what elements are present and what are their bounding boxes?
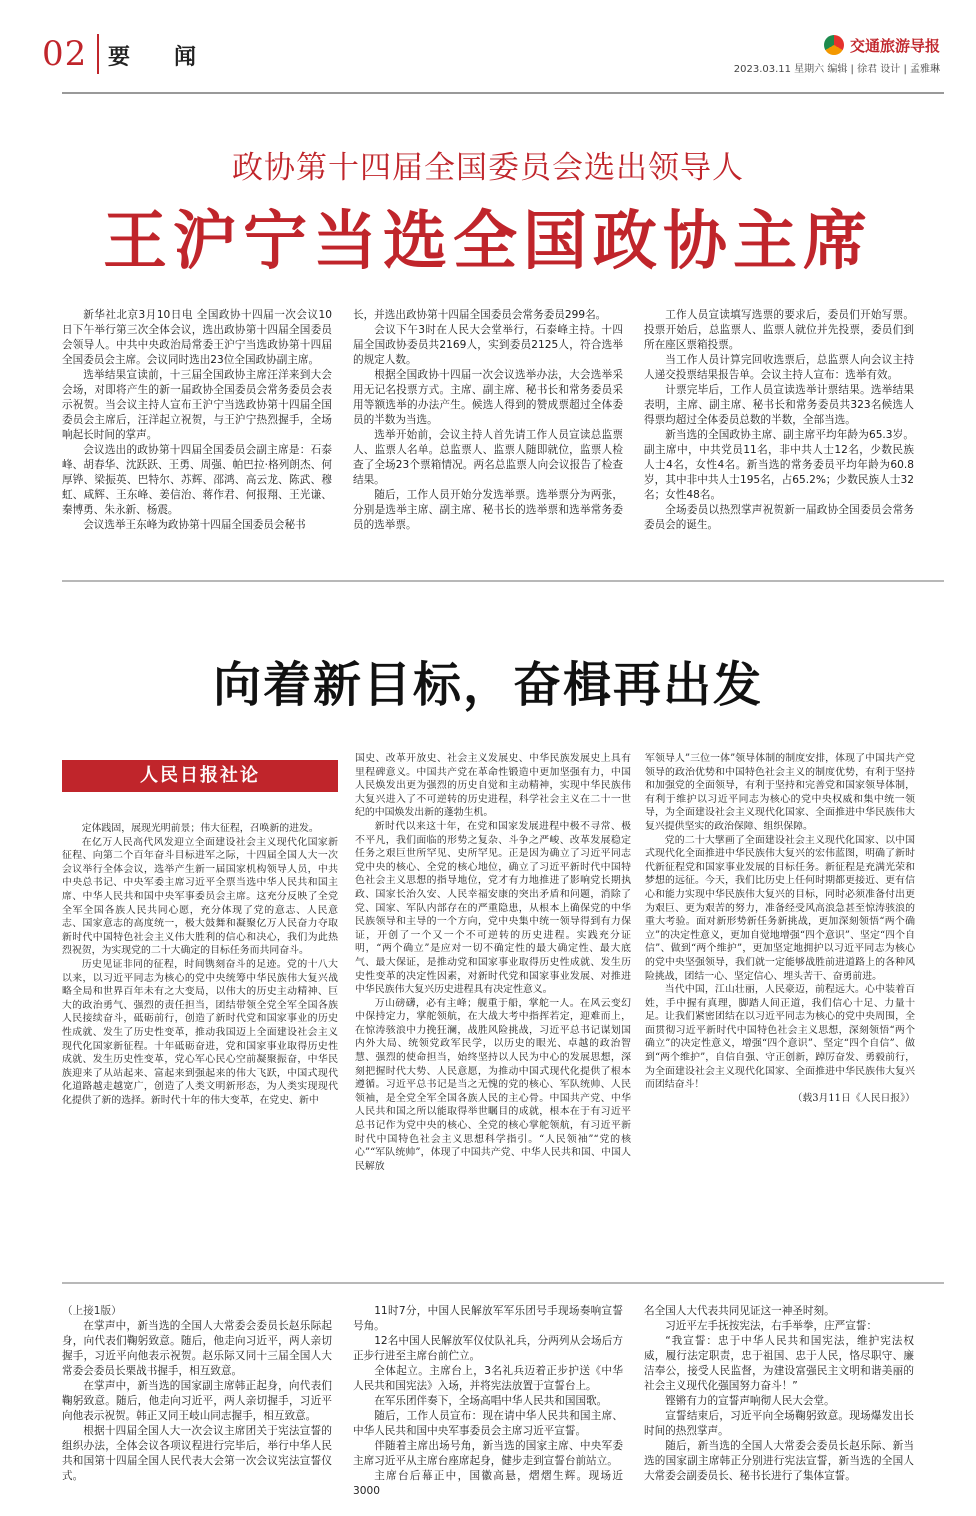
article1-column [353, 308, 623, 533]
article1-paragraph: 新华社北京3月10日电 全国政协十四届一次会议10日下午举行第三次全体会议，选出政协第十四届全国委员会领导人。中共中央政治局常委王沪宁当选政协第十四届全国委员会主席。会议同时选出23位全国政协副主席。 [62, 309, 332, 366]
editorial-paragraph: 万山磅礴，必有主峰；舰重于船，掌舵一人。在风云变幻中保持定力，掌舵领航，在大战大考中指挥若定，迎难而上，在惊涛骇浪中力挽狂澜，战胜风险挑战，习近平总书记谋划国内外大局、统领党政军民学，以历史的眼光、卓越的政治智慧、强烈的使命担当，始终坚持以人民为中心的发展思想，深刻把握时代大势、人民意愿，为推动中国式现代化提供了根本遵循。习近平总书记是当之无愧的党的核心、军队统帅、人民领袖，是全党全军全国各族人民的主心骨。中国共产党、中华人民共和国之所以能取得举世瞩目的成就，根本在于有习近平总书记作为党中央的核心、全党的核心掌舵领航，有习近平新时代中国特色社会主义思想科学指引。“人民领袖”“党的核心”“军队统帅”，体现了中国共产党、中华人民共和国、中国人民解放 [355, 997, 631, 1172]
page-number: 02 [42, 34, 88, 74]
article3-paragraph: 根据十四届全国人大一次会议主席团关于宪法宣誓的组织办法，全体会议各项议程进行完毕后，举行中华人民共和国第十四届全国人民代表大会第一次会议宪法宣誓仪式。 [62, 1425, 332, 1482]
brand-logo [824, 34, 940, 56]
article3-paragraph: 随后，工作人员宣布：现在请中华人民共和国主席、中华人民共和国中央军事委员会主席习近平宣誓。 [353, 1410, 623, 1437]
article1-column [62, 308, 332, 533]
brand-name: 交通旅游导报 [849, 36, 940, 55]
article1-paragraph: 工作人员宣读填写选票的要求后，委员们开始写票。投票开始后，总监票人、监票人就位并先投票，委员们到所在座区票箱投票。 [644, 309, 914, 351]
section-divider [62, 580, 944, 582]
editorial-paragraph: 当代中国，江山壮丽，人民豪迈，前程远大。心中装着百姓，手中握有真理，脚踏人间正道，我们信心十足、力量十足。让我们紧密团结在以习近平同志为核心的党中央周围，全面贯彻习近平新时代中国特色社会主义思想，深刻领悟“两个确立”的决定性意义，增强“四个意识”、坚定“四个自信”、做到“两个维护”，自信自强、守正创新，踔厉奋发、勇毅前行，为全面建设社会主义现代化国家、全面推进中华民族伟大复兴而团结奋斗！ [645, 984, 915, 1091]
article1-paragraph: 当工作人员计算完回收选票后，总监票人向会议主持人递交投票结果报告单。会议主持人宣布：选举有效。 [644, 354, 914, 381]
header-divider [97, 34, 99, 74]
article3-column [62, 1304, 332, 1499]
editorial-paragraph: 在亿万人民高代风发迎立全面建设社会主义现代化国家新征程、向第二个百年奋斗目标进军之际，十四届全国人大一次会议举行全体会议，选举产生新一届国家机构领导人员，中共中央总书记、中央军委主席习近平全票当选中华人民共和国主席、中华人民共和国中央军事委员会主席。这充分反映了全党全军全国各族人民共同心愿，充分体现了党的意志、人民意志、国家意志的高度统一，极大鼓舞和凝聚亿万人民奋力夺取新时代中国特色社会主义伟大胜利的信心和决心，我们为此热烈祝贺，为实现党的二十大确定的目标任务而共同奋斗。 [62, 836, 338, 957]
article3-paragraph: 11时7分，中国人民解放军军乐团号手现场奏响宣誓号角。 [353, 1305, 623, 1332]
article1-paragraph: 全场委员以热烈掌声祝贺新一届政协全国委员会常务委员会的诞生。 [644, 504, 914, 531]
article1-headline: 王沪宁当选全国政协主席 [103, 205, 873, 279]
article3-paragraph: 铿锵有力的宣誓声响彻人民大会堂。 [665, 1395, 835, 1407]
issue-info: 2023.03.11 星期六 编辑 | 徐君 设计 | 孟雅琳 [733, 64, 940, 75]
article3-paragraph: 在掌声中，新当选的全国人大常委会委员长赵乐际起身，向代表们鞠躬致意。随后，他走向习近平，两人亲切握手，习近平向他表示祝贺。赵乐际又同十三届全国人大常委会委员长栗战书握手，相互致意。 [62, 1320, 332, 1377]
article3-column [353, 1304, 623, 1499]
article1-paragraph: 根据全国政协十四届一次会议选举办法，大会选举采用无记名投票方式。主席、副主席、秘书长和常务委员采用等额选举的办法产生。候选人得到的赞成票超过全体委员的半数为当选。 [353, 369, 623, 426]
article1-paragraph: 长，并选出政协第十四届全国委员会常务委员299名。 [353, 309, 607, 321]
editorial-byline: （载3月11日《人民日报》） [792, 1092, 915, 1104]
article1-paragraph: 选举结果宣读前，十三届全国政协主席汪洋来到大会会场，对即将产生的新一届政协全国委员会常务委员会表示祝贺。当会议主持人宣布王沪宁当选政协第十四届全国委员会主席后，汪洋起立祝贺，与王沪宁热烈握手，全场响起长时间的掌声。 [62, 369, 332, 441]
article1-kicker: 政协第十四届全国委员会选出领导人 [232, 150, 744, 186]
article3-paragraph: 全体起立。主席台上，3名礼兵迈着正步护送《中华人民共和国宪法》入场，并将宪法放置于宣誓台上。 [353, 1365, 623, 1392]
article1-paragraph: 选举开始前，会议主持人首先请工作人员宣读总监票人、监票人名单。总监票人、监票人随即就位，监票人检查了全场23个票箱情况。两名总监票人向会议报告了检查结果。 [353, 429, 623, 486]
article3-paragraph: “我宣誓：忠于中华人民共和国宪法，维护宪法权威，履行法定职责，忠于祖国、忠于人民，恪尽职守、廉洁奉公，接受人民监督，为建设富强民主文明和谐美丽的社会主义现代化强国努力奋斗！” [644, 1335, 914, 1392]
page-header [0, 0, 976, 96]
article1-paragraph: 新当选的全国政协主席、副主席平均年龄为65.3岁。副主席中，中共党员11名，非中共人士12名，少数民族人士4名，女性4名。新当选的常务委员平均年龄为60.8岁，其中非中共人士195名，占65.2%；少数民族人士32名；女性48名。 [644, 429, 914, 501]
editorial-paragraph: 党的二十大擘画了全面建设社会主义现代化国家、以中国式现代化全面推进中华民族伟大复兴的宏伟蓝图，明确了新时代新征程党和国家事业发展的目标任务。新征程是充满光荣和梦想的远征。今天，我们比历史上任何时期都更接近、更有信心和能力实现中华民族伟大复兴的目标，同时必须准备付出更为艰巨、更为艰苦的努力，准备经受风高浪急甚至惊涛骇浪的重大考验。面对新形势新任务新挑战，更加深刻领悟“两个确立”的决定性意义，更加自觉地增强“四个意识”、坚定“四个自信”、做到“两个维护”，更加坚定地拥护以习近平同志为核心的党中央坚强领导，我们就一定能够战胜前进道路上的各种风险挑战，团结一心、坚定信心、埋头苦干、奋勇前进。 [645, 834, 915, 982]
section-divider [62, 1282, 944, 1284]
article1-paragraph: 随后，工作人员开始分发选举票。选举票分为两张，分别是选举主席、副主席、秘书长的选举票和选举常务委员的选举票。 [353, 489, 623, 531]
editorial-column [62, 822, 338, 1107]
article3-paragraph: 随后，新当选的全国人大常委会委员长赵乐际、新当选的国家副主席韩正分别进行宪法宣誓，新当选的全国人大常委会副委员长、秘书长进行了集体宣誓。 [644, 1440, 914, 1482]
editorial-column [645, 752, 915, 1105]
article3-paragraph: 伴随着主席出场号角，新当选的国家主席、中央军委主席习近平从主席台座席起身，健步走到宣誓台前站立。 [353, 1440, 623, 1467]
editorial-column [355, 752, 631, 1173]
article1-paragraph: 计票完毕后，工作人员宣读选举计票结果。选举结果表明，主席、副主席、秘书长和常务委员共323名候选人得票均超过全体委员总数的半数，全部当选。 [644, 384, 914, 426]
article3-paragraph: 主席台后幕正中，国徽高悬，熠熠生辉。现场近3000 [353, 1470, 623, 1497]
article3-body [62, 1304, 914, 1499]
article3-column [644, 1304, 914, 1499]
article1-column [644, 308, 914, 533]
article3-paragraph: 在掌声中，新当选的国家副主席韩正起身，向代表们鞠躬致意。随后，他走向习近平，两人亲切握手，习近平向他表示祝贺。韩正又同王岐山同志握手，相互致意。 [62, 1380, 332, 1422]
editorial-label: 人民日报社论 [62, 760, 338, 792]
article3-paragraph: 宣誓结束后，习近平向全场鞠躬致意。现场爆发出长时间的热烈掌声。 [644, 1410, 914, 1437]
article1-paragraph: 会议选举王东峰为政协第十四届全国委员会秘书 [83, 519, 306, 531]
editorial-paragraph: 历史见证非同的征程，时间镌刻奋斗的足迹。党的十八大以来，以习近平同志为核心的党中央统筹中华民族伟大复兴战略全局和世界百年未有之大变局，以伟大的历史主动精神、巨大的政治勇气、强烈的责任担当，团结带领全党全军全国各族人民接续奋斗，砥砺前行，创造了新时代党和国家事业的历史性成就、发生了历史性变革，推动我国迈上全面建设社会主义现代化国家新征程。十年砥砺奋进，党和国家事业取得历史性成就、发生历史性变革，党心军心民心空前凝聚振奋，中华民族迎来了从站起来、富起来到强起来的伟大飞跃，中国式现代化道路越走越宽广，创造了人类文明新形态，为人类实现现代化提供了新的选择。新时代十年的伟大变革，在党史、新中 [62, 958, 338, 1106]
continued-note: （上接1版） [62, 1305, 122, 1317]
editorial-paragraph: 国史、改革开放史、社会主义发展史、中华民族发展史上具有里程碑意义。中国共产党在革命性锻造中更加坚强有力，中国人民焕发出更为强烈的历史自觉和主动精神，实现中华民族伟大复兴进入了不可逆转的历史进程，科学社会主义在二十一世纪的中国焕发出新的蓬勃生机。 [355, 753, 631, 819]
header-rule [62, 92, 944, 94]
editorial-paragraph: 军领导人”三位一体”领导体制的制度安排，体现了中国共产党领导的政治优势和中国特色社会主义的制度优势，有利于坚持和加强党的全面领导，有利于坚持和完善党和国家领导体制，有利于维护以习近平同志为核心的党中央权威和集中统一领导，为全面建设社会主义现代化国家、全面推进中华民族伟大复兴提供坚实的政治保障、组织保障。 [645, 753, 915, 832]
article3-paragraph: 名全国人大代表共同见证这一神圣时刻。 [644, 1305, 835, 1317]
editorial-paragraph: 新时代以来这十年，在党和国家发展进程中极不寻常、极不平凡，我们面临的形势之复杂、斗争之严峻、改革发展稳定任务之艰巨世所罕见、史所罕见。正是因为确立了习近平同志党中央的核心、全党的核心地位，确立了习近平新时代中国特色社会主义思想的指导地位，党才有力地推进了影响党长期执政、国家长治久安、人民幸福安康的突出矛盾和问题，消除了党、国家、军队内部存在的严重隐患，从根本上确保党的中华民族领导和主导的一个方向，党中央集中统一领导得到有力保证，开创了一个又一个不可逆转的历史进程。实践充分证明，“两个确立”是应对一切不确定性的最大确定性、最大底气、最大保证，是推动党和国家事业取得历史性成就、发生历史性变革的决定性因素，对新时代党和国家事业发展、对推进中华民族伟大复兴历史进程具有决定性意义。 [355, 820, 631, 996]
article3-paragraph: 习近平左手抚按宪法，右手举拳，庄严宣誓： [665, 1320, 878, 1332]
article3-paragraph: 12名中国人民解放军仪仗队礼兵，分两列从会场后方正步行进至主席台前伫立。 [353, 1335, 623, 1362]
article3-paragraph: 在军乐团伴奏下，全场高唱中华人民共和国国歌。 [374, 1395, 608, 1407]
editorial-paragraph: 定体践固，展现光明前景；伟大征程，召唤新的进发。 [81, 823, 319, 834]
article1-paragraph: 会议下午3时在人民大会堂举行，石泰峰主持。十四届全国政协委员共2169人，实到委员2125人，符合选举的规定人数。 [353, 324, 623, 366]
article1-paragraph: 会议选出的政协第十四届全国委员会副主席是：石泰峰、胡春华、沈跃跃、王勇、周强、帕巴拉·格列朗杰、何厚铧、梁振英、巴特尔、苏辉、邵鸿、高云龙、陈武、穆虹、咸辉、王东峰、姜信治、蒋作君、何报翔、王光谦、秦博勇、朱永新、杨震。 [62, 444, 332, 516]
editorial-headline: 向着新目标，奋楫再出发 [212, 657, 763, 713]
article1-body [62, 308, 914, 533]
section-name: 要闻 [108, 45, 241, 70]
brand-logo-icon [824, 35, 844, 55]
